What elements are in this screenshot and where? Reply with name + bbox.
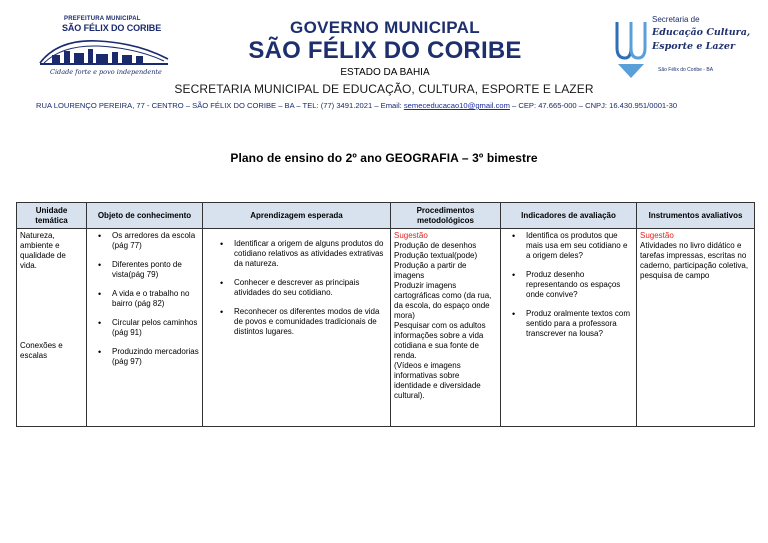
- instrumentos-text: Atividades no livro didático e tarefas impressas, escritas no caderno, participação coletiva, pesquisa de campo: [640, 241, 749, 280]
- logo-slogan: Cidade forte e povo independente: [50, 68, 162, 76]
- procedimento-line: Produção a partir de imagens: [394, 261, 467, 280]
- sugestao-label: Sugestão: [640, 231, 674, 240]
- logo-secretaria-text: Secretaria de: [652, 15, 700, 24]
- list-item: • Diferentes ponto de vista(pág 79): [90, 260, 199, 280]
- state-title: ESTADO DA BAHIA: [340, 67, 430, 78]
- cell-aprendizagem-esperada: [203, 229, 391, 427]
- cell-objeto-conhecimento: [87, 229, 203, 427]
- list-item: • Identificar a origem de alguns produtos do cotidiano relativos as atividades extrativas da natureza.: [212, 239, 387, 269]
- list-item: • Produz oralmente textos com sentido para a professora transcrever na lousa?: [504, 309, 633, 339]
- header-aprendizagem-esperada: Aprendizagem esperada: [203, 203, 391, 229]
- cell-indicadores: [501, 229, 637, 427]
- prefeitura-logo: [34, 13, 174, 79]
- government-title-block: [180, 18, 590, 79]
- logo-prefeitura-text: PREFEITURA MUNICIPAL: [64, 16, 141, 22]
- address-prefix: RUA LOURENÇO PEREIRA, 77 - CENTRO – SÃO FÉLIX DO CORIBE – BA – TEL: (77) 3491.2021 – Email:: [36, 101, 404, 110]
- table-header-row: [17, 203, 755, 229]
- teaching-plan-table: [16, 202, 755, 427]
- list-item: • Identifica os produtos que mais usa em seu cotidiano e a origem deles?: [504, 231, 633, 261]
- header-objeto-conhecimento: Objeto de conhecimento: [87, 203, 203, 229]
- procedimento-line: Produção textual(pode): [394, 251, 478, 260]
- secretariat-title: SECRETARIA MUNICIPAL DE EDUCAÇÃO, CULTURA, ESPORTE E LAZER: [174, 82, 594, 96]
- logo-line2-text: Esporte e Lazer: [652, 41, 735, 52]
- email-link[interactable]: semeceducacao10@gmail.com: [403, 101, 510, 110]
- list-item: • Produz desenho representando os espaços onde convive?: [504, 270, 633, 300]
- secretaria-u-logo-icon: [614, 18, 648, 80]
- sugestao-label: Sugestão: [394, 231, 428, 240]
- list-item: • Reconhecer os diferentes modos de vida de povos e comunidades tradicionais de distintos lugares.: [212, 307, 387, 337]
- header-indicadores: Indicadores de avaliação: [501, 203, 637, 229]
- plan-title: Plano de ensino do 2º ano GEOGRAFIA – 3º bimestre: [230, 151, 538, 165]
- unidade-item: Conexões e escalas: [20, 341, 63, 360]
- procedimento-line: Pesquisar com os adultos informações sobre a vida cotidiana e sua fonte de renda.: [394, 321, 486, 360]
- cell-instrumentos: [637, 229, 755, 427]
- list-item: • Conhecer e descrever as principais atividades do seu cotidiano.: [212, 278, 387, 298]
- header-instrumentos: Instrumentos avaliativos: [637, 203, 755, 229]
- logo-line1-text: Educação Cultura,: [652, 27, 751, 38]
- city-skyline-icon: [38, 37, 170, 69]
- header-procedimentos: Procedimentos metodológicos: [391, 203, 501, 229]
- address-suffix: – CEP: 47.665-000 – CNPJ: 16.430.951/0001-30: [509, 101, 678, 110]
- procedimento-line: Produção de desenhos: [394, 241, 477, 250]
- list-item: • Produzindo mercadorias (pág 97): [90, 347, 199, 367]
- government-title: GOVERNO MUNICIPAL: [290, 18, 480, 37]
- list-item: • A vida e o trabalho no bairro (pág 82): [90, 289, 199, 309]
- list-item: • Os arredores da escola (pág 77): [90, 231, 199, 251]
- list-item: • Circular pelos caminhos (pág 91): [90, 318, 199, 338]
- secretaria-logo: [614, 15, 751, 81]
- address-line: [36, 101, 677, 110]
- unidade-item: Natureza, ambiente e qualidade de vida.: [20, 231, 66, 270]
- cell-procedimentos: [391, 229, 501, 427]
- cell-unidade-tematica: [17, 229, 87, 427]
- procedimento-line: (Vídeos e imagens informativas sobre identidade e diversidade cultural).: [394, 361, 481, 400]
- procedimento-line: Produzir imagens cartográficas como (da rua, da escola, do espaço onde mora): [394, 281, 492, 320]
- city-title: SÃO FÉLIX DO CORIBE: [248, 37, 522, 64]
- letterhead: [0, 0, 768, 118]
- table-row: [17, 229, 755, 427]
- logo-small-text: São Félix do Coribe - BA: [658, 67, 714, 73]
- header-unidade-tematica: Unidade temática: [17, 203, 87, 229]
- logo-city-text: SÃO FÉLIX DO CORIBE: [62, 23, 162, 33]
